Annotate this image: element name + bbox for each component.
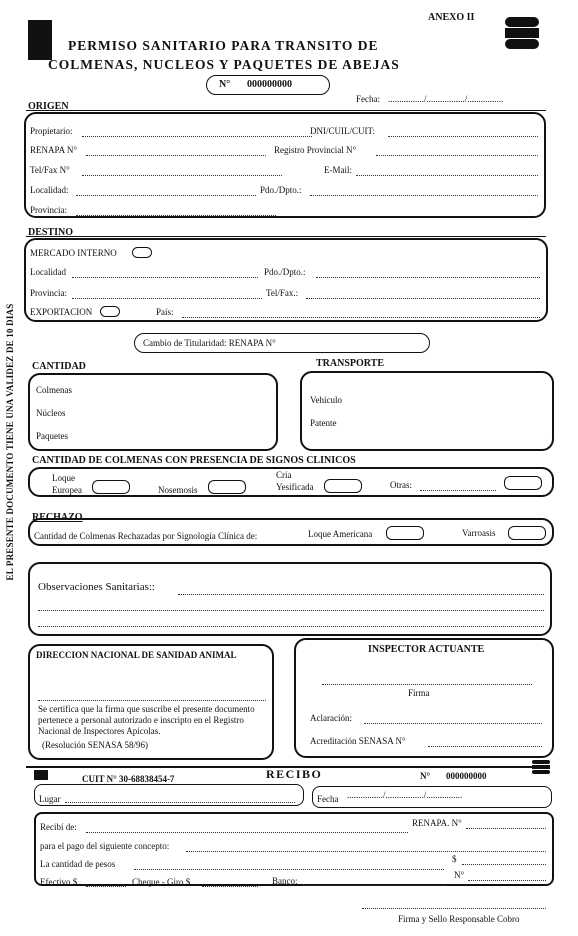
permit-number-box	[206, 75, 330, 95]
banco-field[interactable]	[302, 885, 446, 886]
aclaracion-field[interactable]	[364, 723, 542, 724]
paquetes-label: Paquetes	[36, 431, 68, 441]
recibo-logo-icon	[532, 760, 550, 774]
pago-label: para el pago del siguiente concepto:	[40, 841, 170, 851]
pesos-sign: $	[452, 854, 457, 864]
recibo-n-field[interactable]	[468, 880, 546, 881]
direccion-resolucion: (Resolución SENASA 58/96)	[42, 740, 149, 750]
mercado-interno-checkbox[interactable]	[132, 247, 152, 258]
recibo-fecha-label: Fecha	[317, 794, 339, 804]
loque-americana-input[interactable]	[386, 526, 424, 540]
nucleos-label: Núcleos	[36, 408, 66, 418]
inspector-box	[294, 638, 554, 758]
firma-sello-label: Firma y Sello Responsable Cobro	[398, 914, 520, 924]
exportacion-label: EXPORTACION	[30, 307, 93, 317]
rechazo-text: Cantidad de Colmenas Rechazadas por Signología Clínica de:	[34, 531, 258, 541]
pais-label: País:	[156, 307, 174, 317]
signos-title: CANTIDAD DE COLMENAS CON PRESENCIA DE SIGNOS CLINICOS	[32, 455, 356, 466]
loque-europea-line2: Europea	[52, 485, 82, 495]
recibo-body-box	[34, 812, 554, 886]
recibo-fecha-field[interactable]: ................/................./................	[347, 790, 463, 800]
recibo-cuit: CUIT N° 30-68838454-7	[82, 774, 175, 784]
permit-number-label: N°	[219, 79, 231, 90]
registro-label: Registro Provincial N°	[274, 145, 357, 155]
observaciones-label: Observaciones Sanitarias::	[38, 581, 155, 593]
permit-number-value: 000000000	[247, 79, 292, 90]
destino-provincia-label: Provincia:	[30, 288, 67, 298]
origen-title: ORIGEN	[28, 101, 69, 112]
email-field[interactable]	[356, 175, 538, 176]
direccion-certifica: Se certifica que la firma que suscribe el presente documento pertenece a personal autorizado e inscripto en el Registro Nacional de Inspectores Apícolas.	[38, 704, 255, 736]
efectivo-label: Efectivo $	[40, 877, 78, 887]
destino-pdo-label: Pdo./Dpto.:	[264, 267, 306, 277]
cria-yesificada-line2: Yesificada	[276, 482, 314, 492]
origen-pdo-label: Pdo./Dpto.:	[260, 185, 302, 195]
propietario-label: Propietario:	[30, 126, 73, 136]
observaciones-line-3[interactable]	[38, 626, 544, 627]
lugar-label: Lugar	[39, 794, 61, 804]
destino-box	[24, 238, 548, 322]
cambio-titularidad-box[interactable]	[134, 333, 430, 353]
origen-localidad-field[interactable]	[76, 195, 256, 196]
cheque-field[interactable]	[202, 886, 258, 887]
inspector-firma-line[interactable]	[322, 684, 532, 685]
origen-provincia-field[interactable]	[76, 215, 276, 216]
varroasis-label: Varroasis	[462, 528, 496, 538]
form-title-line2: COLMENAS, NUCLEOS Y PAQUETES DE ABEJAS	[48, 57, 400, 72]
lugar-field[interactable]	[65, 802, 295, 803]
cria-yesificada-line1: Cría	[276, 470, 292, 480]
pesos-amount-field[interactable]	[462, 864, 546, 865]
inspector-firma-label: Firma	[408, 688, 430, 698]
loque-europea-line1: Loque	[52, 473, 75, 483]
recibi-label: Recibí de:	[40, 822, 77, 832]
form-title-line1: PERMISO SANITARIO PARA TRANSITO DE	[68, 38, 379, 53]
origen-renapa-field[interactable]	[86, 155, 266, 156]
direccion-title: DIRECCION NACIONAL DE SANIDAD ANIMAL	[36, 650, 237, 660]
recibo-title: RECIBO	[266, 767, 323, 781]
exportacion-checkbox[interactable]	[100, 306, 120, 317]
transporte-box	[300, 371, 554, 451]
cria-yesificada-input[interactable]	[324, 479, 362, 493]
validity-side-text: EL PRESENTE DOCUMENTO TIENE UNA VALIDEZ DE 10 DIAS	[5, 303, 15, 581]
recibo-renapa-field[interactable]	[466, 828, 546, 829]
observaciones-line-2[interactable]	[38, 610, 544, 611]
vehiculo-label: Vehículo	[310, 395, 342, 405]
destino-pdo-field[interactable]	[316, 277, 540, 278]
recibo-n-label: N°	[454, 870, 465, 880]
destino-localidad-label: Localidad	[30, 267, 66, 277]
nosemosis-input[interactable]	[208, 480, 246, 494]
destino-telfax-label: Tel/Fax.:	[266, 288, 299, 298]
nosemosis-label: Nosemosis	[158, 485, 198, 495]
signos-box	[28, 467, 554, 497]
cambio-titularidad-label: Cambio de Titularidad: RENAPA N°	[143, 338, 276, 348]
banco-label: Banco:	[272, 876, 298, 886]
recibo-renapa-label: RENAPA. N°	[412, 818, 462, 828]
recibo-fecha-box[interactable]	[312, 786, 552, 808]
loque-americana-label: Loque Americana	[308, 529, 373, 539]
origen-renapa-label: RENAPA N°	[30, 145, 78, 155]
pago-field[interactable]	[186, 851, 546, 852]
observaciones-line-1[interactable]	[178, 594, 544, 595]
origen-pdo-field[interactable]	[310, 195, 538, 196]
propietario-field[interactable]	[82, 136, 312, 137]
otras-input[interactable]	[504, 476, 542, 490]
transporte-title: TRANSPORTE	[316, 358, 384, 369]
varroasis-input[interactable]	[508, 526, 546, 540]
rechazo-title: RECHAZO	[32, 512, 83, 523]
fecha-label: Fecha:	[356, 94, 380, 104]
origen-rule	[26, 110, 546, 111]
cantidad-pesos-label: La cantidad de pesos	[40, 859, 116, 869]
acreditacion-field[interactable]	[428, 746, 542, 747]
destino-provincia-field[interactable]	[72, 298, 262, 299]
senasa-logo-icon	[505, 17, 539, 49]
origen-box	[24, 112, 546, 218]
acreditacion-label: Acreditación SENASA N°	[310, 736, 406, 746]
logo-block-left	[28, 20, 52, 60]
origen-telfax-field[interactable]	[82, 175, 282, 176]
lugar-box[interactable]	[34, 784, 304, 806]
otras-field[interactable]	[420, 490, 496, 491]
rechazo-box	[28, 518, 554, 546]
destino-rule	[26, 236, 546, 237]
origen-localidad-label: Localidad:	[30, 185, 69, 195]
email-label: E-Mail:	[324, 165, 352, 175]
destino-title: DESTINO	[28, 227, 74, 238]
recibi-field[interactable]	[86, 832, 408, 833]
registro-field[interactable]	[376, 155, 538, 156]
recibo-logo-left	[34, 770, 48, 780]
anexo-label: ANEXO II	[428, 12, 475, 23]
mercado-interno-label: MERCADO INTERNO	[30, 248, 117, 258]
cheque-label: Cheque - Giro $	[132, 877, 191, 887]
efectivo-field[interactable]	[86, 886, 126, 887]
aclaracion-label: Aclaración:	[310, 713, 352, 723]
direccion-box	[28, 644, 274, 760]
dni-field[interactable]	[388, 136, 538, 137]
origen-telfax-label: Tel/Fax N°	[30, 165, 70, 175]
destino-telfax-field[interactable]	[306, 298, 540, 299]
destino-localidad-field[interactable]	[72, 277, 258, 278]
pais-field[interactable]	[182, 317, 540, 318]
origen-provincia-label: Provincia:	[30, 205, 67, 215]
cantidad-title: CANTIDAD	[32, 361, 86, 372]
colmenas-label: Colmenas	[36, 385, 72, 395]
firma-sello-line[interactable]	[362, 908, 546, 909]
fecha-field[interactable]: ................/................./................	[388, 94, 504, 104]
cantidad-box	[28, 373, 278, 451]
loque-europea-input[interactable]	[92, 480, 130, 494]
otras-label: Otras:	[390, 480, 412, 490]
dni-label: DNI/CUIL/CUIT:	[310, 126, 376, 136]
inspector-title: INSPECTOR ACTUANTE	[368, 644, 485, 655]
direccion-signature-line[interactable]	[38, 700, 266, 701]
cantidad-pesos-field[interactable]	[134, 869, 444, 870]
patente-label: Patente	[310, 418, 337, 428]
observaciones-box	[28, 562, 552, 636]
recibo-number-label: N°	[420, 771, 431, 781]
recibo-number-value: 000000000	[446, 771, 487, 781]
